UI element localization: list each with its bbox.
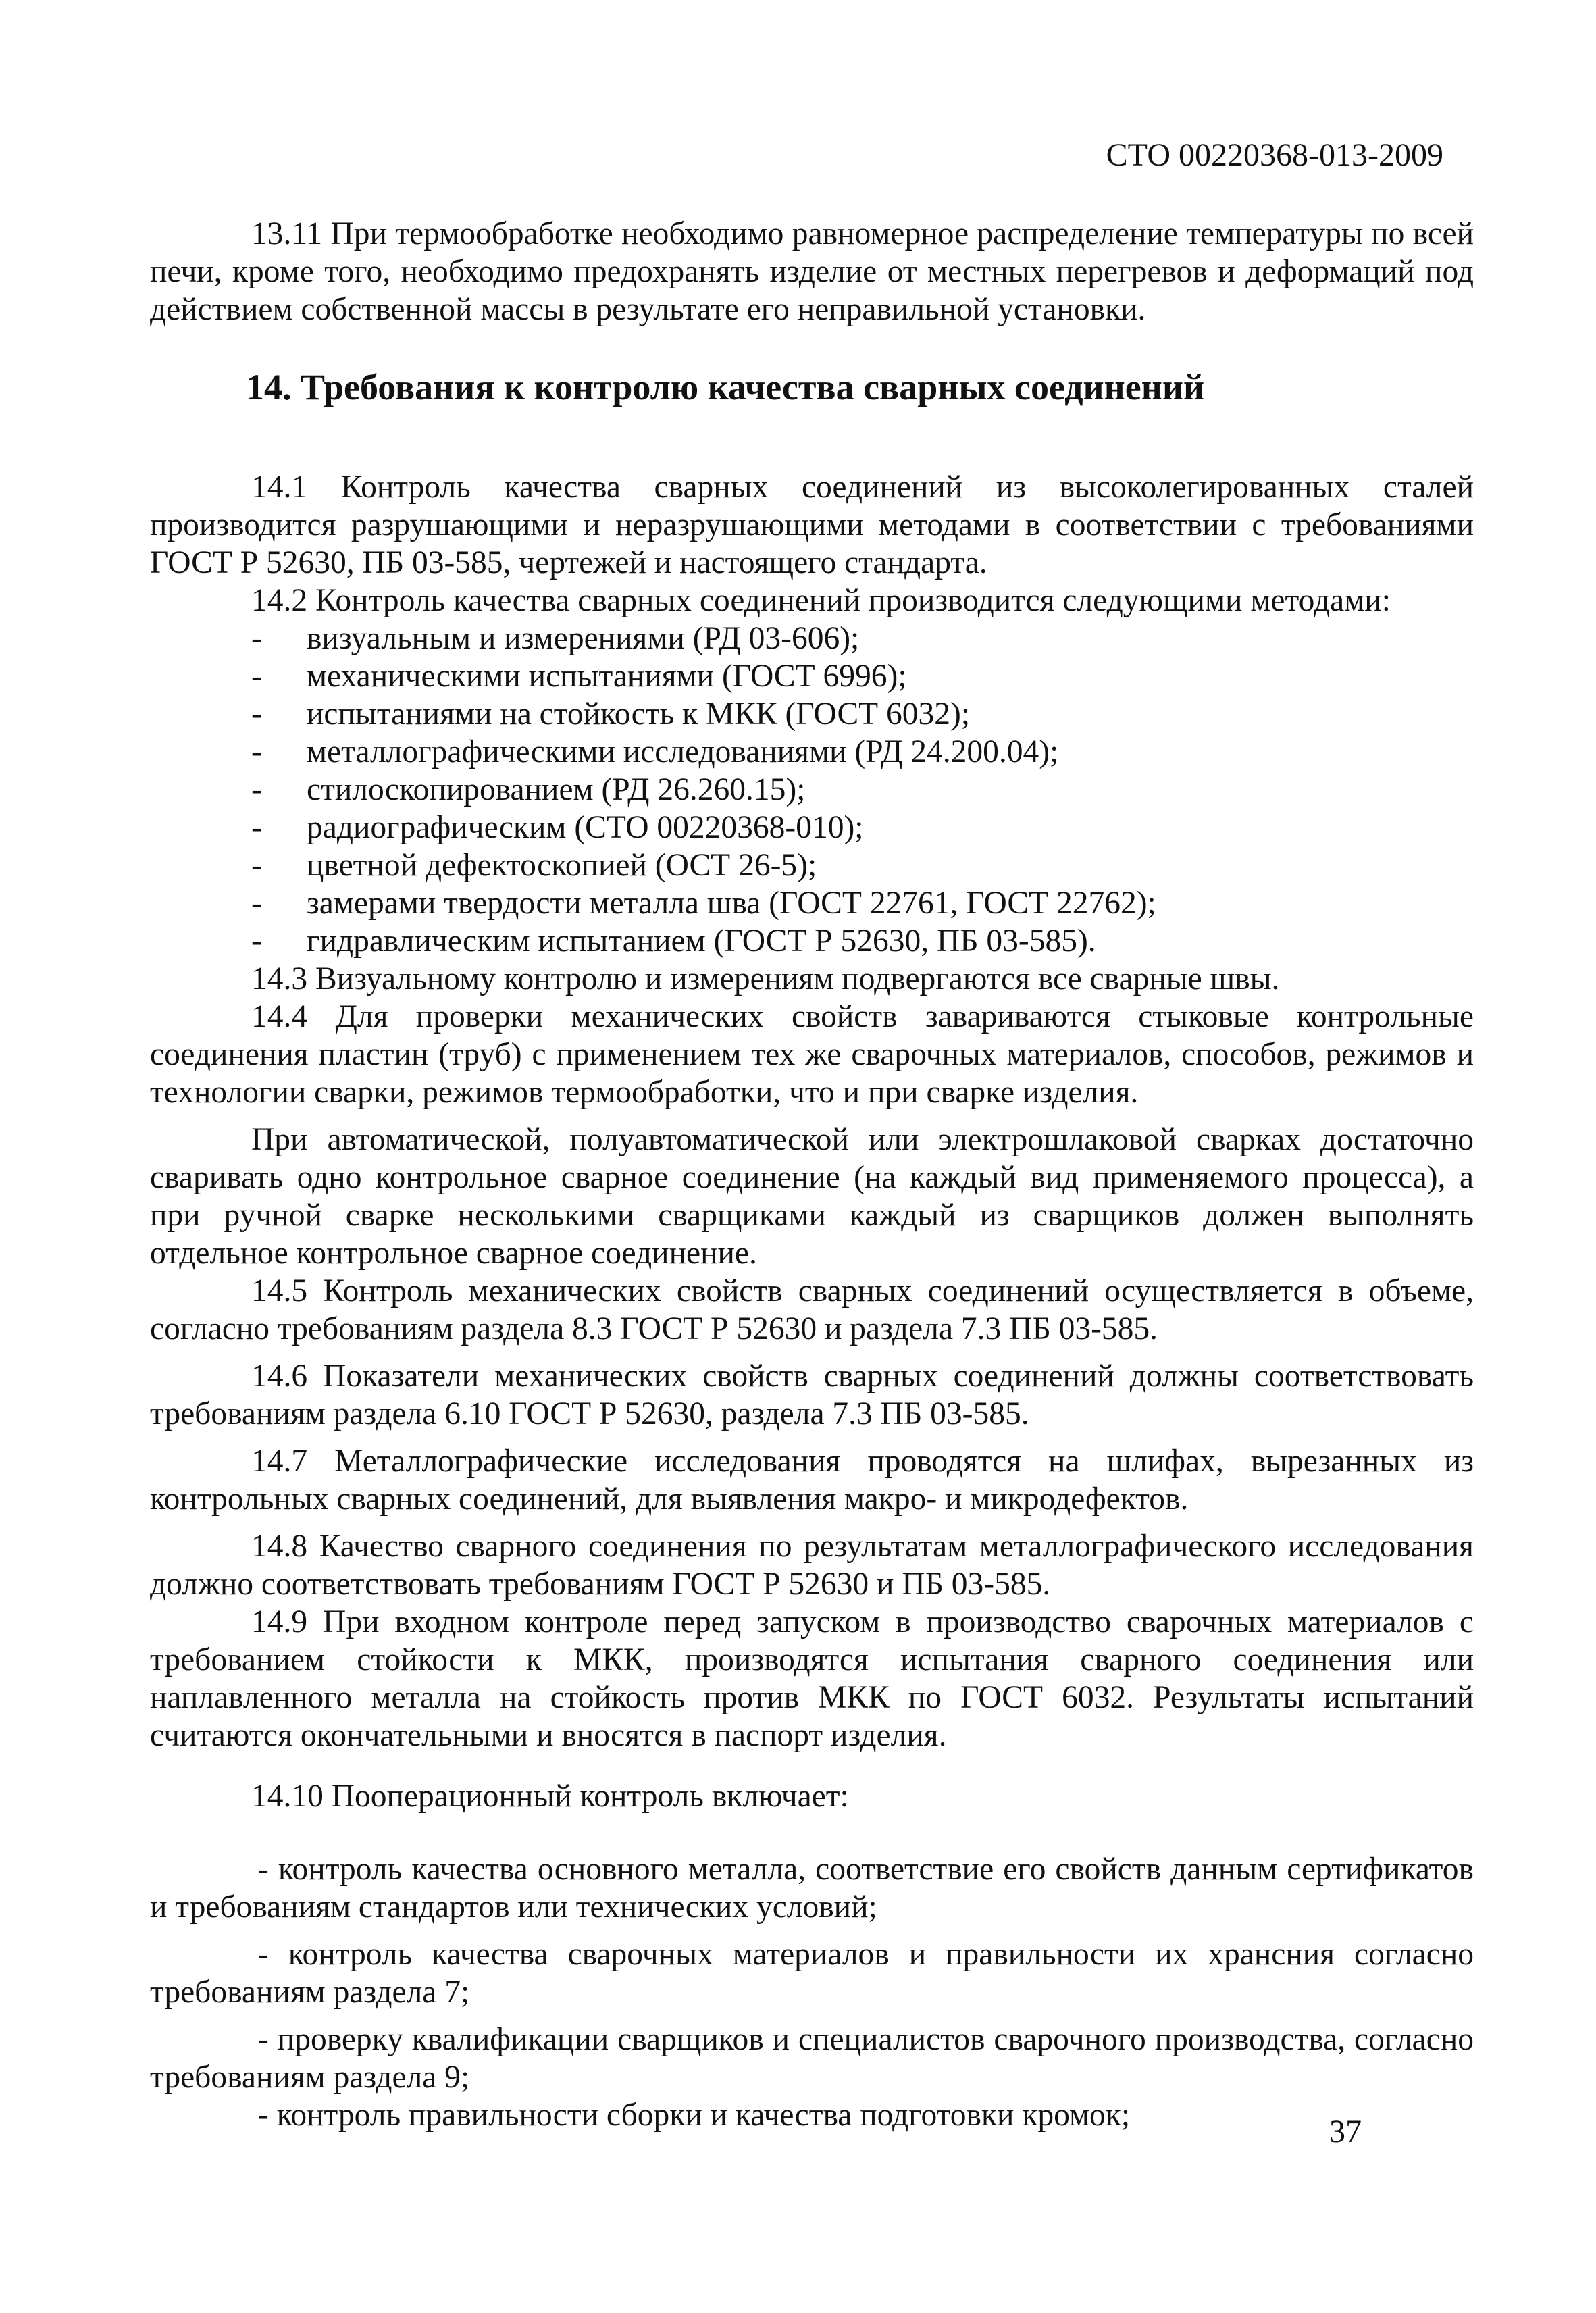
paragraph-14-1: 14.1 Контроль качества сварных соединений из высоколегированных сталей производится разрушающими и неразрушающими методами в соответствии с требованиями ГОСТ Р 52630, ПБ 03-585, чертежей и настоящего стандарта. xyxy=(150,469,1474,580)
paragraph-14-8: 14.8 Качество сварного соединения по результатам металлографического исследования должно соответствовать требованиям ГОСТ Р 52630 и ПБ 03-585. xyxy=(150,1529,1474,1602)
list-item xyxy=(150,922,1474,960)
list-item-text: гидравлическим испытанием (ГОСТ Р 52630, ПБ 03-585). xyxy=(307,923,1096,959)
op-control-item: - контроль качества сварочных материалов и правильности их хрансния согласно требованиям раздела 7; xyxy=(150,1937,1474,2010)
list-item-text: замерами твердости металла шва (ГОСТ 22761, ГОСТ 22762); xyxy=(307,886,1156,921)
list-item-text: радиографическим (СТО 00220368-010); xyxy=(307,810,864,845)
list-item xyxy=(150,771,1474,809)
bullet-dash: - xyxy=(251,772,262,807)
list-item-text: визуальным и измерениями (РД 03-606); xyxy=(307,621,860,656)
list-item-text: механическими испытаниями (ГОСТ 6996); xyxy=(307,659,907,694)
bullet-dash: - xyxy=(251,923,262,959)
list-item xyxy=(150,733,1474,771)
paragraph-14-4: 14.4 Для проверки механических свойств завариваются стыковые контрольные соединения пластин (труб) с применением тех же сварочных материалов, способов, режимов и технологии сварки, режимов термообработки, что и при сварке изделия. xyxy=(150,999,1474,1110)
paragraph-14-10: 14.10 Пооперационный контроль включает: xyxy=(251,1779,849,1814)
op-control-item: - проверку квалификации сварщиков и специалистов сварочного производства, согласно требованиям раздела 9; xyxy=(150,2022,1474,2095)
list-item xyxy=(150,657,1474,695)
list-item-text: испытаниями на стойкость к МКК (ГОСТ 6032); xyxy=(307,696,971,732)
list-item xyxy=(150,846,1474,884)
list-item xyxy=(150,695,1474,733)
bullet-dash: - xyxy=(251,886,262,921)
page-number: 37 xyxy=(1329,2114,1362,2150)
bullet-dash: - xyxy=(251,621,262,656)
paragraph-13-11: 13.11 При термообработке необходимо равномерное распределение температуры по всей печи, кроме того, необходимо предохранять изделие от местных перегревов и деформаций под действием собственной массы в результате его неправильной установки. xyxy=(150,216,1474,327)
methods-list xyxy=(150,619,1474,960)
bullet-dash: - xyxy=(251,848,262,883)
bullet-dash: - xyxy=(251,734,262,769)
document-code: СТО 00220368-013-2009 xyxy=(1106,137,1443,173)
list-item-text: стилоскопированием (РД 26.260.15); xyxy=(307,772,806,807)
bullet-dash: - xyxy=(251,659,262,694)
paragraph-14-3: 14.3 Визуальному контролю и измерениям подвергаются все сварные швы. xyxy=(251,961,1280,996)
section-heading: 14. Требования к контролю качества сварных соединений xyxy=(246,367,1205,407)
list-item-text: металлографическими исследованиями (РД 24.200.04); xyxy=(307,734,1059,769)
list-item xyxy=(150,809,1474,846)
bullet-dash: - xyxy=(251,696,262,732)
paragraph-14-6: 14.6 Показатели механических свойств сварных соединений должны соответствовать требованиям раздела 6.10 ГОСТ Р 52630, раздела 7.3 ПБ 03-585. xyxy=(150,1358,1474,1431)
list-item xyxy=(150,884,1474,922)
list-item xyxy=(150,619,1474,657)
list-item-text: цветной дефектоскопией (ОСТ 26-5); xyxy=(307,848,817,883)
paragraph-14-9: 14.9 При входном контроле перед запуском в производство сварочных материалов с требованием стойкости к МКК, производятся испытания сварного соединения или наплавленного металла на стойкость против МКК по ГОСТ 6032. Результаты испытаний считаются окончательными и вносятся в паспорт изделия. xyxy=(150,1604,1474,1753)
op-control-item: - контроль правильности сборки и качества подготовки кромок; xyxy=(258,2098,1131,2133)
paragraph-14-7: 14.7 Металлографические исследования проводятся на шлифах, вырезанных из контрольных сварных соединений, для выявления макро- и микродефектов. xyxy=(150,1444,1474,1517)
page-content xyxy=(150,215,1474,2134)
op-control-item: - контроль качества основного металла, соответствие его свойств данным сертификатов и требованиям стандартов или технических условий; xyxy=(150,1852,1474,1925)
paragraph-14-5: 14.5 Контроль механических свойств сварных соединений осуществляется в объеме, согласно требованиям раздела 8.3 ГОСТ Р 52630 и раздела 7.3 ПБ 03-585. xyxy=(150,1273,1474,1346)
paragraph-14-4-continued: При автоматической, полуавтоматической или электрошлаковой сварках достаточно сваривать одно контрольное сварное соединение (на каждый вид применяемого процесса), а при ручной сварке несколькими сварщиками каждый из сварщиков должен выполнять отдельное контрольное сварное соединение. xyxy=(150,1122,1474,1271)
bullet-dash: - xyxy=(251,810,262,845)
paragraph-14-2: 14.2 Контроль качества сварных соединений производится следующими методами: xyxy=(251,583,1391,618)
